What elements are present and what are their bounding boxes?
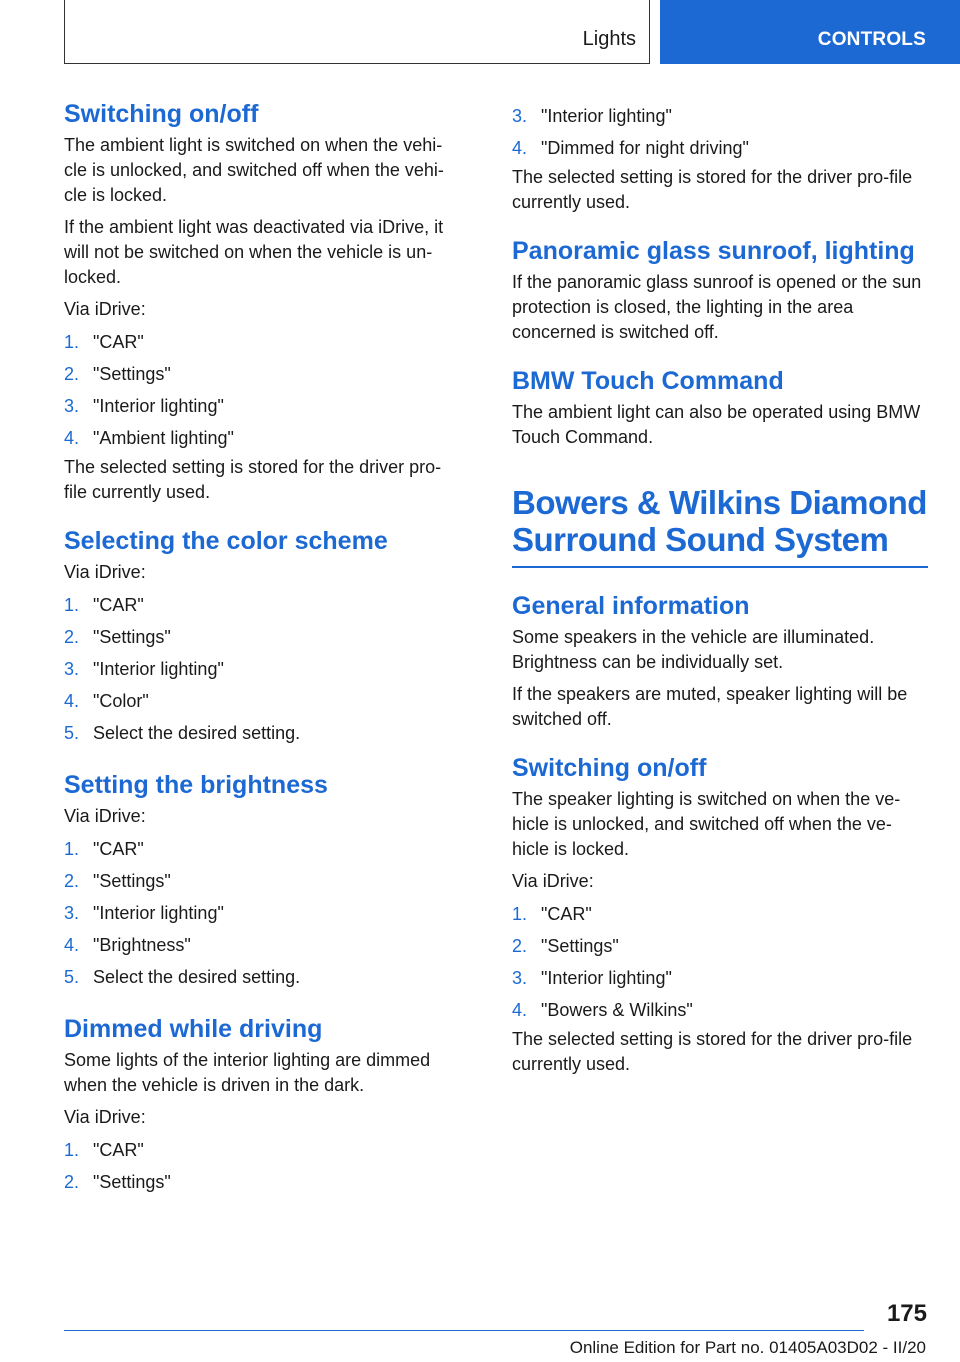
paragraph: The selected setting is stored for the driver pro‐file currently used. — [64, 457, 442, 502]
paragraph: Via iDrive: — [64, 806, 146, 826]
steps-list — [512, 100, 928, 164]
paragraph: Some lights of the interior lighting are dimmed when the vehicle is driven in the dark. — [64, 1050, 431, 1095]
steps-list — [64, 589, 464, 749]
list-item: 1. "CAR" — [64, 595, 144, 615]
paragraph: The speaker lighting is switched on when the ve‐hicle is unlocked, and switched off when the ve‐hicle is locked. — [512, 789, 901, 859]
list-item: 2. "Settings" — [64, 1172, 171, 1192]
paragraph: The ambient light is switched on when the vehi‐cle is unlocked, and switched off when the vehi‐cle is locked. — [64, 135, 444, 205]
paragraph: If the ambient light was deactivated via iDrive, it will not be switched on when the vehicle is un‐locked. — [64, 217, 444, 287]
paragraph: Via iDrive: — [64, 562, 146, 582]
page-number: 175 — [886, 1300, 927, 1327]
list-item: 2. "Settings" — [64, 364, 171, 384]
heading-general-information: General information — [512, 592, 750, 620]
heading-touch-command: BMW Touch Command — [512, 367, 784, 395]
heading-switching-on-off: Switching on/off — [64, 100, 259, 128]
left-column — [64, 100, 464, 1198]
paragraph: Via iDrive: — [64, 299, 146, 319]
list-item: 1. "CAR" — [512, 904, 592, 924]
paragraph: Via iDrive: — [64, 1107, 146, 1127]
footer-rule — [64, 1330, 864, 1331]
chapter-title: Bowers & Wilkins Diamond Surround Sound System — [512, 484, 927, 558]
list-item: 1. "CAR" — [64, 332, 144, 352]
right-column — [512, 100, 928, 1077]
heading-color-scheme: Selecting the color scheme — [64, 527, 388, 555]
edition-note: Online Edition for Part no. 01405A03D02 - II/20 — [569, 1338, 926, 1357]
list-item: 4. "Bowers & Wilkins" — [512, 1000, 693, 1020]
list-item: 3. "Interior lighting" — [64, 396, 224, 416]
list-item: 3. "Interior lighting" — [512, 106, 672, 126]
paragraph: Some speakers in the vehicle are illuminated. Brightness can be individually set. — [512, 627, 875, 672]
header-frame-left — [64, 0, 65, 64]
list-item: 1. "CAR" — [64, 839, 144, 859]
steps-list — [64, 1134, 464, 1198]
list-item: 4. "Dimmed for night driving" — [512, 138, 749, 158]
list-item: 2. "Settings" — [512, 936, 619, 956]
chapter-title-rule — [512, 566, 928, 568]
list-item: 4. "Brightness" — [64, 935, 191, 955]
list-item: 3. "Interior lighting" — [64, 903, 224, 923]
list-item: 5. Select the desired setting. — [64, 967, 301, 987]
chapter-tab-label: CONTROLS — [817, 29, 926, 50]
heading-panoramic-sunroof: Panoramic glass sunroof, lighting — [512, 237, 915, 265]
header-frame-bottom — [64, 63, 650, 64]
list-item: 5. Select the desired setting. — [64, 723, 301, 743]
paragraph: Via iDrive: — [512, 871, 594, 891]
list-item: 2. "Settings" — [64, 627, 171, 647]
list-item: 2. "Settings" — [64, 871, 171, 891]
steps-list — [512, 898, 928, 1026]
heading-brightness: Setting the brightness — [64, 771, 328, 799]
paragraph: The ambient light can also be operated using BMW Touch Command. — [512, 402, 921, 447]
section-label: Lights — [582, 28, 636, 50]
chapter-tab[interactable] — [660, 0, 960, 64]
paragraph: The selected setting is stored for the driver pro‐file currently used. — [512, 1029, 913, 1074]
list-item: 4. "Ambient lighting" — [64, 428, 234, 448]
paragraph: If the panoramic glass sunroof is opened or the sun protection is closed, the lighting in the area concerned is switched off. — [512, 272, 922, 342]
list-item: 3. "Interior lighting" — [512, 968, 672, 988]
heading-speaker-switching: Switching on/off — [512, 754, 707, 782]
steps-list — [64, 833, 464, 993]
steps-list — [64, 326, 464, 454]
paragraph: If the speakers are muted, speaker lighting will be switched off. — [512, 684, 908, 729]
list-item: 4. "Color" — [64, 691, 149, 711]
header-frame-right — [649, 0, 650, 64]
heading-dimmed-while-driving: Dimmed while driving — [64, 1015, 323, 1043]
paragraph: The selected setting is stored for the driver pro‐file currently used. — [512, 167, 913, 212]
list-item: 1. "CAR" — [64, 1140, 144, 1160]
list-item: 3. "Interior lighting" — [64, 659, 224, 679]
